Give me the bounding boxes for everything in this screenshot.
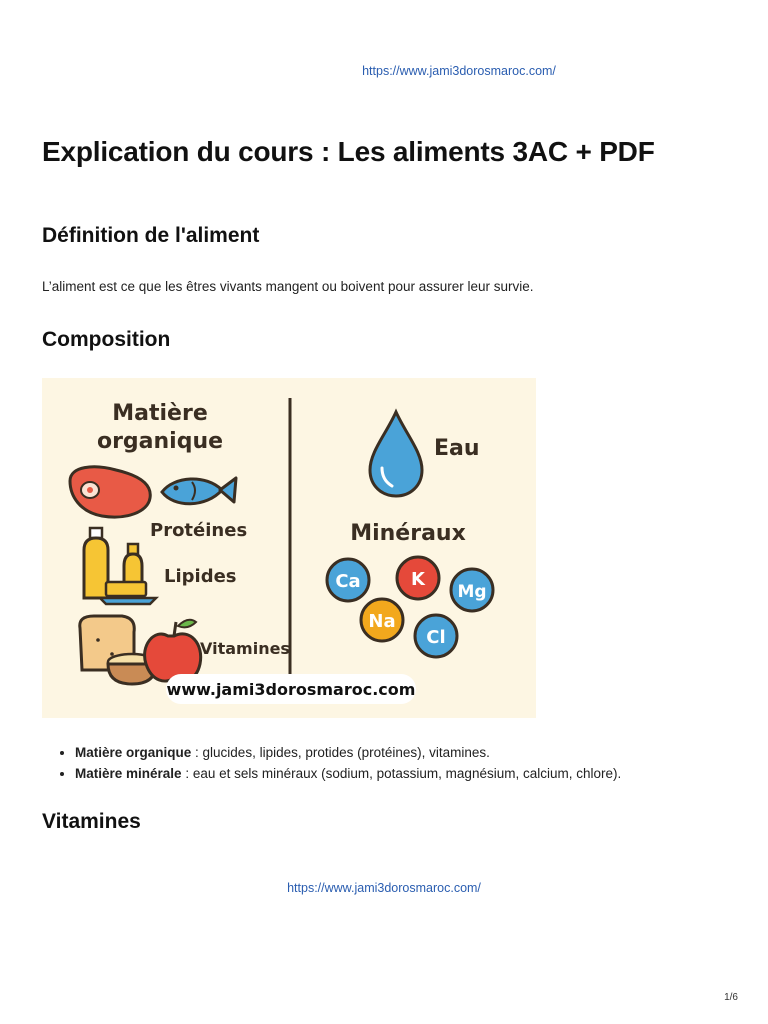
- list-item-label: Matière minérale: [75, 766, 182, 781]
- list-item-text: : eau et sels minéraux (sodium, potassium, magnésium, calcium, chlore).: [181, 766, 622, 781]
- svg-text:Na: Na: [368, 611, 396, 632]
- composition-heading: Composition: [42, 328, 171, 351]
- ion-k: [397, 557, 439, 599]
- meat-icon: [70, 467, 150, 517]
- organic-title-line1: Matière: [112, 401, 208, 426]
- svg-text:Mg: Mg: [457, 582, 487, 602]
- composition-list: [42, 742, 621, 784]
- definition-text: L’aliment est ce que les êtres vivants mangent ou boivent pour assurer leur survie.: [42, 279, 534, 294]
- ion-mg: [451, 569, 493, 611]
- ion-cl: [415, 615, 457, 657]
- definition-heading: Définition de l'aliment: [42, 224, 260, 247]
- composition-figure: [42, 378, 536, 718]
- lipides-label: Lipides: [164, 566, 237, 587]
- ion-na: [361, 599, 403, 641]
- svg-text:Ca: Ca: [335, 571, 361, 592]
- header-link[interactable]: https://www.jami3dorosmaroc.com/: [362, 64, 556, 78]
- mineraux-label: Minéraux: [350, 521, 466, 546]
- oil-bottles-icon: [84, 528, 156, 604]
- list-item: [75, 763, 621, 784]
- header-url: [0, 64, 768, 78]
- svg-text:K: K: [411, 569, 425, 590]
- list-item: [75, 742, 621, 763]
- vitamines-label: Vitamines: [200, 639, 290, 658]
- organic-title-line2: organique: [96, 429, 224, 454]
- ion-ca: [327, 559, 369, 601]
- list-item-label: Matière organique: [75, 745, 192, 760]
- footer-link[interactable]: https://www.jami3dorosmaroc.com/: [287, 881, 481, 895]
- page-title: Explication du cours : Les aliments 3AC + PDF: [42, 136, 655, 167]
- fish-icon: [162, 478, 236, 504]
- vitamines-heading: Vitamines: [42, 810, 141, 833]
- footer-url: [0, 881, 768, 895]
- water-drop-icon: [370, 412, 422, 496]
- eau-label: Eau: [434, 436, 480, 461]
- apple-icon: [145, 620, 201, 681]
- figure-watermark: www.jami3dorosmaroc.com: [166, 680, 416, 699]
- svg-text:Cl: Cl: [426, 627, 446, 648]
- list-item-text: : glucides, lipides, protides (protéines), vitamines.: [191, 745, 490, 760]
- page-number: 1/6: [724, 992, 738, 1003]
- proteines-label: Protéines: [150, 520, 248, 541]
